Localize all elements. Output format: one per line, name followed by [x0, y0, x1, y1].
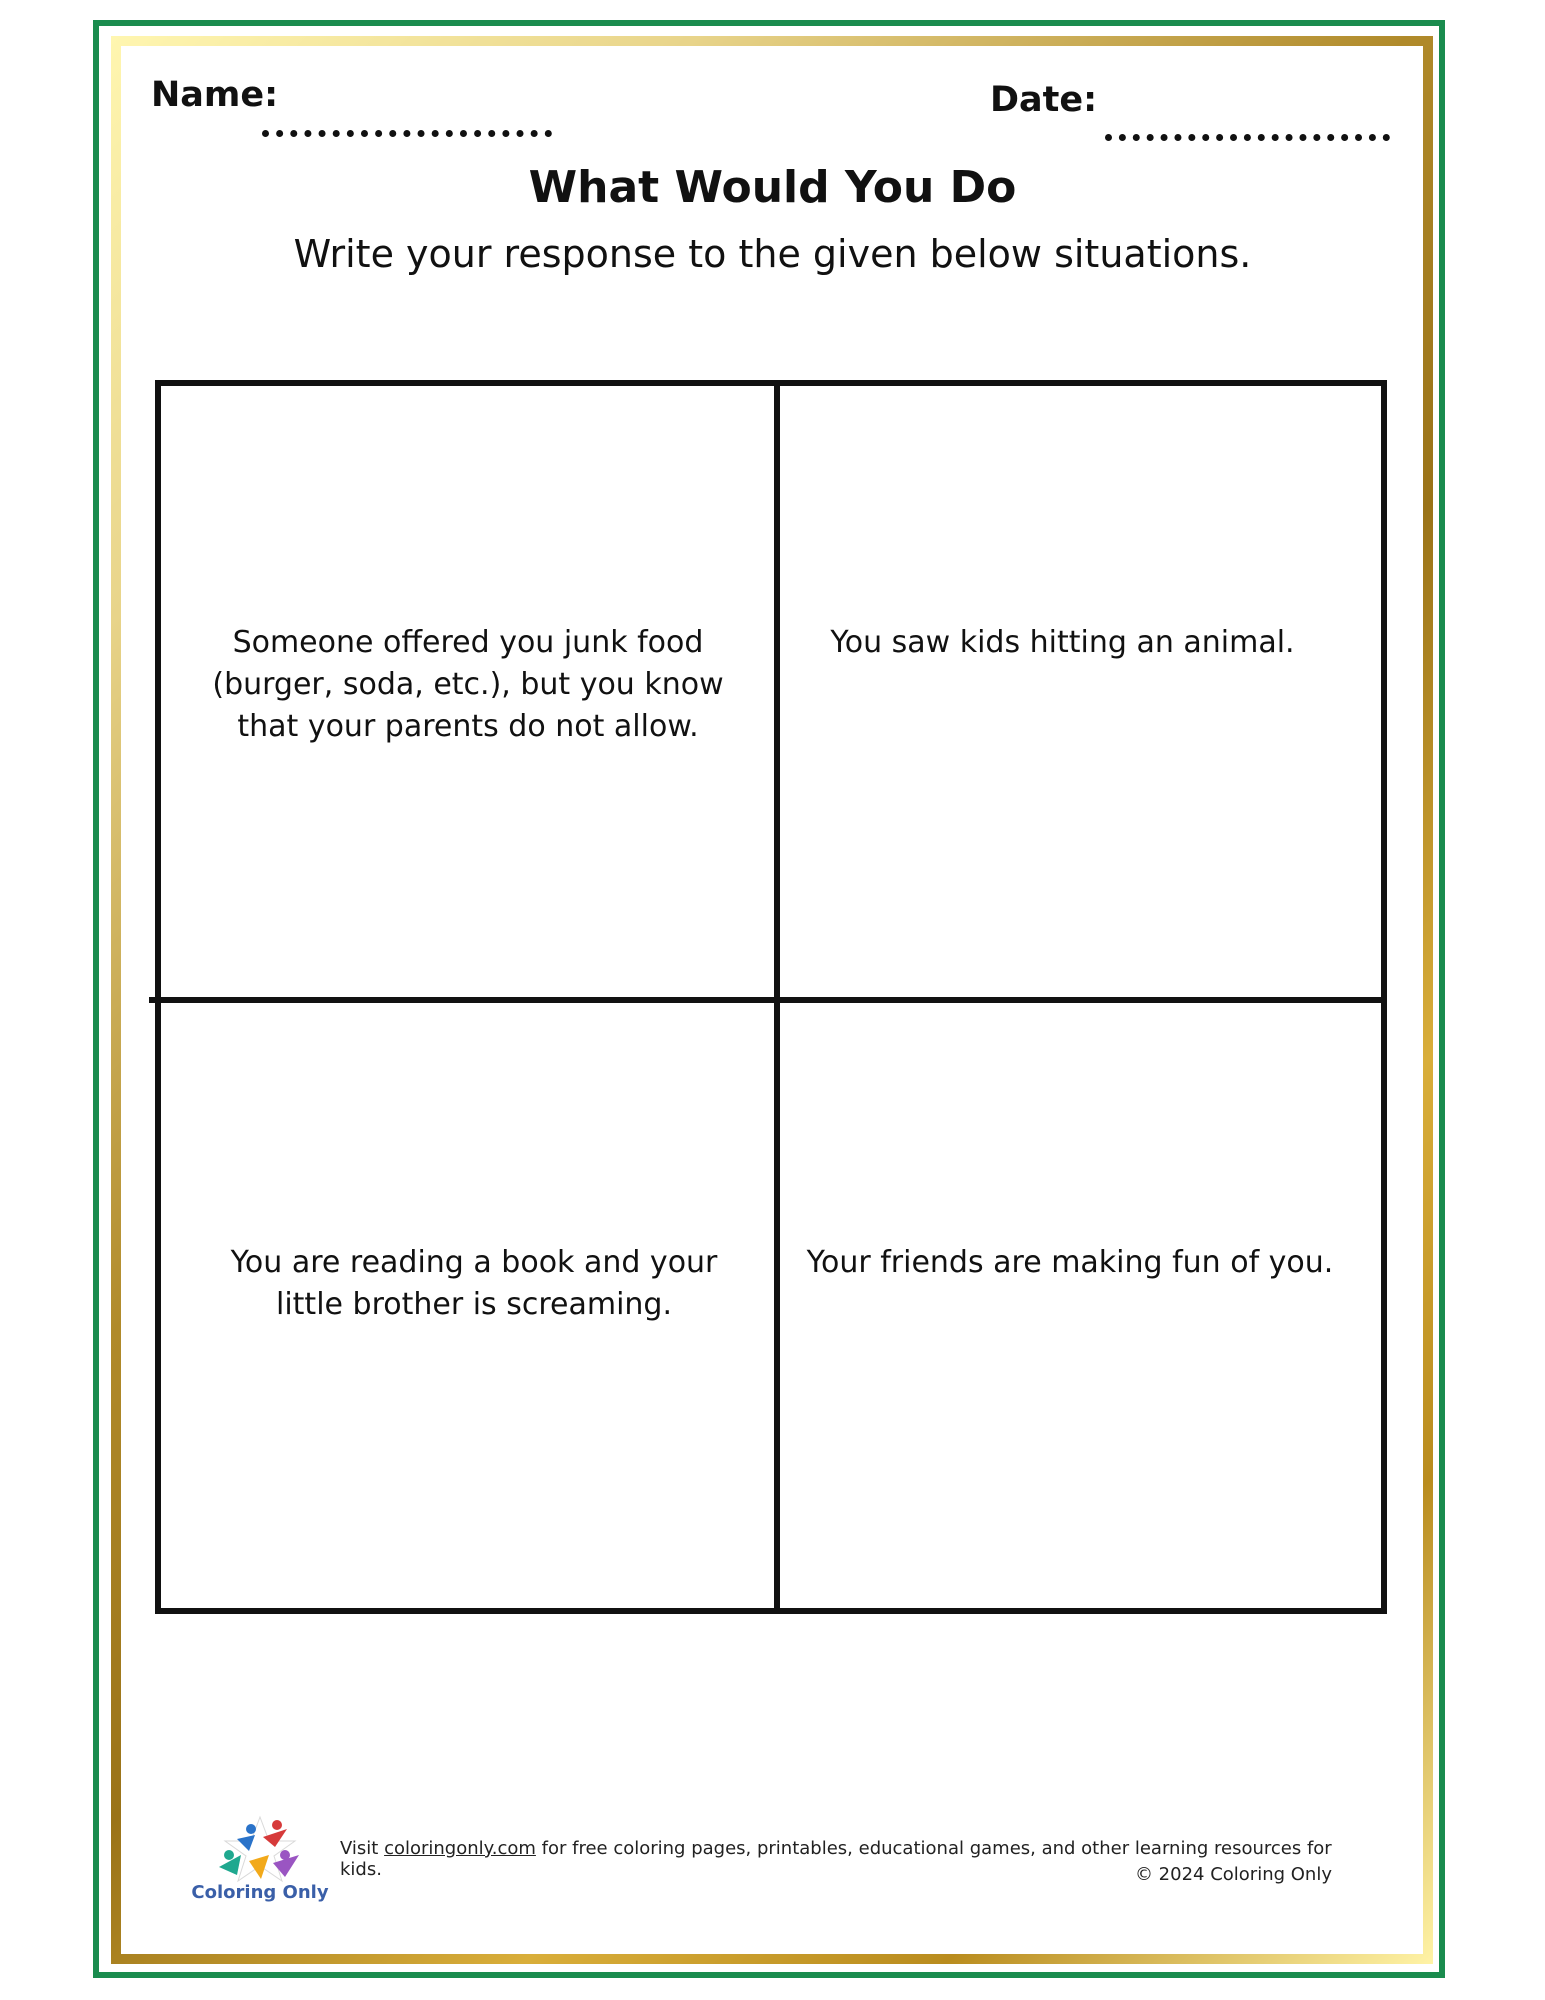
situation-cell-1: Someone offered you junk food (burger, soda, etc.), but you know that your parents do not allow.	[212, 625, 724, 744]
name-write-line[interactable]	[262, 130, 552, 137]
page-title: What Would You Do	[528, 162, 1017, 213]
situation-grid	[155, 380, 1387, 1614]
name-label: Name:	[151, 75, 279, 115]
situation-cell-4: Your friends are making fun of you.	[806, 1245, 1334, 1280]
footer-copyright: © 2024 Coloring Only	[1134, 1864, 1332, 1885]
situation-cell-2: You saw kids hitting an animal.	[830, 625, 1295, 660]
coloring-only-logo-icon	[215, 1815, 305, 1885]
footer-visit-prefix: Visit	[340, 1838, 385, 1859]
date-write-line[interactable]	[1105, 134, 1390, 141]
footer-website-link[interactable]: coloringonly.com	[384, 1838, 536, 1859]
instructions-subtitle: Write your response to the given below situations.	[293, 232, 1252, 276]
situation-cell-3: You are reading a book and your little brother is screaming.	[230, 1245, 718, 1322]
footer-visit-suffix: for free coloring pages, printables, educational games, and other learning resources for kids.	[340, 1838, 1332, 1880]
grid-horizontal-divider	[149, 997, 1381, 1003]
date-label: Date:	[990, 80, 1098, 120]
logo-wordmark: Coloring Only	[191, 1882, 329, 1903]
